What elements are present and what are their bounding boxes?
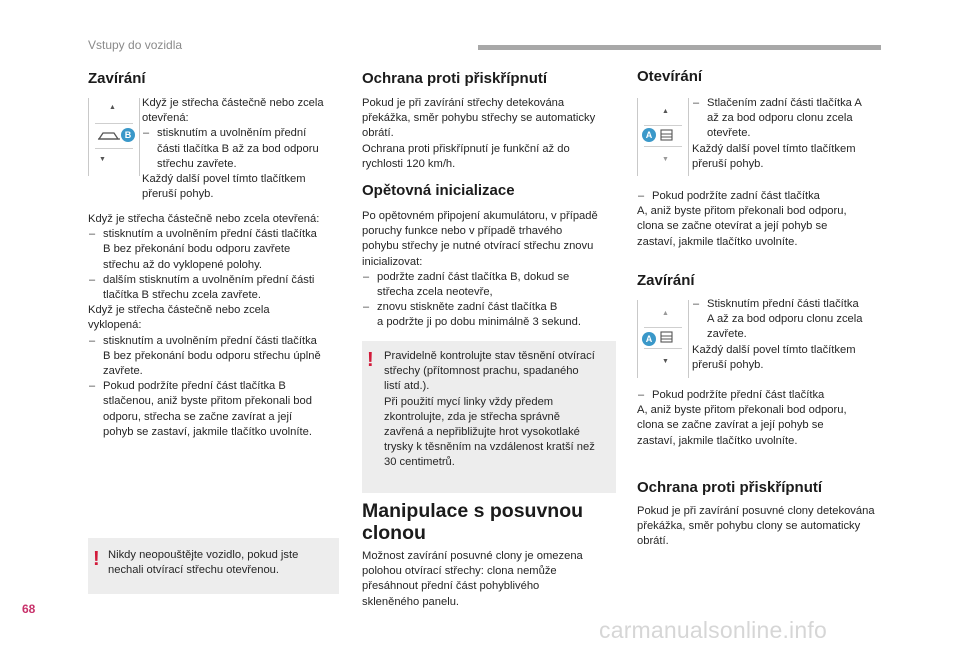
text-line: přeruší pohyb.: [142, 188, 214, 201]
bullet-item: [362, 300, 622, 330]
text-line: Při použití mycí linky vždy předem: [384, 395, 554, 408]
text-line: – Stlačením zadní části tlačítka A: [707, 97, 862, 109]
header-rule: [478, 45, 881, 50]
text-line: clona se začne otevírat a její pohyb se: [637, 220, 828, 233]
text-line: obrátí.: [362, 127, 394, 140]
text-line: zastaví, jakmile tlačítko uvolníte.: [637, 235, 798, 248]
text-line: – stisknutím a uvolněním přední části tlačítka: [103, 334, 317, 347]
text-line: přeruší pohyb.: [692, 358, 764, 371]
text-line: Ochrana proti přiskřípnutí je funkční až do: [362, 142, 570, 155]
divider: [644, 327, 682, 328]
text-line: nechali otvírací střechu otevřenou.: [108, 564, 280, 577]
text-line: zavřete.: [103, 365, 143, 378]
text-line: až za bod odporu clonu zcela: [707, 112, 853, 125]
text-line: – podržte zadní část tlačítka B, dokud se: [377, 270, 570, 283]
text-line: A, aniž byste přitom překonali bod odporu,: [637, 205, 847, 218]
warning-note-box: [88, 538, 339, 594]
watermark: carmanualsonline.info: [599, 617, 827, 643]
text-line: rychlosti 120 km/h.: [362, 157, 456, 170]
roof-switch-illustration: [88, 98, 140, 176]
blind-closing-intro-block: [692, 297, 892, 373]
arrow-down-icon: ▼: [99, 156, 106, 163]
text-line: – stisknutím a uvolněním přední části tlačítka: [103, 228, 317, 241]
opening-hold-block: [637, 189, 887, 250]
heading-anti-pinch: Ochrana proti přiskřípnutí: [362, 70, 548, 87]
bullet-item: [362, 270, 622, 300]
heading-blind-anti-pinch: Ochrana proti přiskřípnutí: [637, 479, 823, 496]
divider: [644, 125, 682, 126]
text-line: B bez překonání bodu odporu střechu úplně: [103, 349, 321, 362]
text-line: střechy (přítomnost prachu, spadaného: [384, 365, 579, 378]
text-line: zkontrolujte, zda je střecha správně: [384, 410, 560, 423]
text-line: pohyb se zastaví, jakmile tlačítko uvolníte.: [103, 425, 312, 438]
text-line: A, aniž byste přitom překonali bod odporu,: [637, 404, 847, 417]
heading-sliding-blind: [362, 500, 583, 544]
text-line: přeruší pohyb.: [692, 157, 764, 170]
text-line: Po opětovném připojení akumulátoru, v případě: [362, 210, 598, 222]
warning-text: [108, 548, 336, 578]
text-line: Pokud je při zavírání posuvné clony detekována: [637, 505, 875, 517]
text-line: 30 centimetrů.: [384, 456, 455, 469]
text-line: Každý další povel tímto tlačítkem: [142, 173, 306, 186]
text-line: – Pokud podržíte přední část tlačítka: [652, 389, 825, 401]
text-line: vyklopená:: [88, 319, 142, 332]
bullet-item: [88, 334, 348, 380]
text-line: otevřete.: [707, 127, 751, 140]
bullet-item: [637, 388, 887, 403]
arrow-down-icon: ▼: [662, 358, 669, 365]
bullet-item: [88, 273, 348, 303]
arrow-down-icon: ▼: [662, 156, 669, 163]
warning-icon: !: [93, 548, 100, 570]
text-line: – Pokud podržíte přední část tlačítka B: [103, 380, 286, 393]
text-line: otevřená:: [142, 112, 189, 125]
text-line: části tlačítka B až za bod odporu: [157, 142, 319, 155]
arrow-up-icon: ▲: [662, 108, 669, 115]
opening-intro-block: [692, 96, 892, 172]
text-line: – stisknutím a uvolněním přední: [157, 127, 307, 140]
text-line: odporu, střecha se začne zavírat a její: [103, 410, 293, 423]
text-line: poruchy funkce nebo v případě trhavého: [362, 225, 563, 238]
text-line: polohou otvírací střechy: clona nemůže: [362, 565, 557, 578]
anti-pinch-text: [362, 96, 622, 172]
maintenance-note-box: [362, 341, 616, 493]
text-line: stlačenou, aniž byste přitom překonali bod: [103, 395, 312, 408]
text-line: Možnost zavírání posuvné clony je omezena: [362, 550, 583, 562]
blind-icon: [660, 331, 673, 343]
blind-switch-illustration-close: [637, 300, 689, 378]
text-line: Když je střecha částečně nebo zcela: [142, 97, 324, 109]
heading-closing: Zavírání: [88, 70, 146, 87]
text-line: střechu až do vyklopené polohy.: [103, 258, 263, 271]
text-line: přesáhnout přední část pohyblivého: [362, 580, 540, 593]
text-line: a podržte ji po dobu minimálně 3 sekund.: [377, 316, 581, 329]
text-line: – znovu stiskněte zadní část tlačítka B: [377, 301, 558, 314]
text-line: zastaví, jakmile tlačítko uvolníte.: [637, 434, 798, 447]
text-line: překážka, směr pohybu střechy se automaticky: [362, 112, 596, 125]
text-line: Každý další povel tímto tlačítkem: [692, 343, 856, 356]
bullet-item: [692, 297, 892, 343]
reinitialization-text: [362, 209, 622, 331]
section-header: Vstupy do vozidla: [88, 38, 183, 52]
text-line: skleněného panelu.: [362, 595, 460, 608]
text-line: – Pokud podržíte zadní část tlačítka: [652, 190, 820, 202]
warning-icon: !: [367, 349, 374, 371]
text-line: střechu zavřete.: [157, 157, 237, 170]
heading-opening: Otevírání: [637, 68, 703, 85]
text-line: tlačítka B střechu zcela zavřete.: [103, 289, 261, 302]
bullet-item: [692, 96, 892, 142]
divider: [95, 123, 133, 124]
closing-details-block: [88, 212, 348, 440]
button-b-badge: B: [121, 128, 135, 142]
text-line: B bez překonání bodu odporu zavřete: [103, 243, 291, 256]
heading-reinitialization: Opětovná inicializace: [362, 182, 515, 199]
button-a-badge: A: [642, 332, 656, 346]
text-line: překážka, směr pohybu clony se automaticky: [637, 520, 861, 533]
closing-intro-block: [142, 96, 342, 202]
text-line: trysky k těsněním na vzdálenost kratší než: [384, 441, 595, 454]
text-line: – dalším stisknutím a uvolněním přední části: [103, 273, 315, 286]
bullet-item: [88, 379, 348, 440]
car-roof-icon: [97, 128, 121, 142]
divider: [95, 148, 133, 149]
bullet-item: [637, 189, 887, 204]
text-line: – Stisknutím přední části tlačítka: [707, 298, 859, 310]
blind-icon: [660, 129, 673, 141]
text-line: střecha zcela neotevře,: [377, 286, 493, 299]
divider: [644, 146, 682, 147]
text-line: obrátí.: [637, 535, 669, 548]
text-line: A až za bod odporu clonu zcela: [707, 313, 863, 326]
heading-line: Manipulace s posuvnou: [362, 500, 584, 522]
heading-blind-closing: Zavírání: [637, 272, 695, 289]
text-line: Když je střecha částečně nebo zcela otevřená:: [88, 213, 320, 225]
blind-anti-pinch-text: [637, 504, 897, 550]
button-a-badge: A: [642, 128, 656, 142]
text-line: listí atd.).: [384, 380, 430, 393]
text-line: Pokud je při zavírání střechy detekována: [362, 97, 565, 109]
text-line: Každý další povel tímto tlačítkem: [692, 142, 856, 155]
text-line: clona se začne zavírat a její pohyb se: [637, 419, 824, 432]
bullet-item: [142, 126, 342, 172]
text-line: inicializovat:: [362, 255, 423, 268]
maintenance-note-text: [384, 349, 614, 471]
bullet-item: [88, 227, 348, 273]
text-line: Nikdy neopouštějte vozidlo, pokud jste: [108, 549, 299, 561]
text-line: Když je střecha částečně nebo zcela: [88, 304, 270, 317]
arrow-up-icon: ▲: [109, 104, 116, 111]
heading-line: clonou: [362, 522, 426, 544]
sliding-blind-text: [362, 549, 622, 610]
text-line: zavřete.: [707, 328, 747, 341]
arrow-up-icon: ▲: [662, 310, 669, 317]
text-line: zavřená a nepřibližujte hrot vysokotlaké: [384, 426, 580, 439]
blind-switch-illustration-open: [637, 98, 689, 176]
divider: [644, 348, 682, 349]
blind-closing-hold-block: [637, 388, 887, 449]
text-line: Pravidelně kontrolujte stav těsnění otvírací: [384, 350, 595, 362]
text-line: pohybu střechy je nutné otvírací střechu znovu: [362, 240, 594, 253]
page-number: 68: [22, 602, 36, 616]
